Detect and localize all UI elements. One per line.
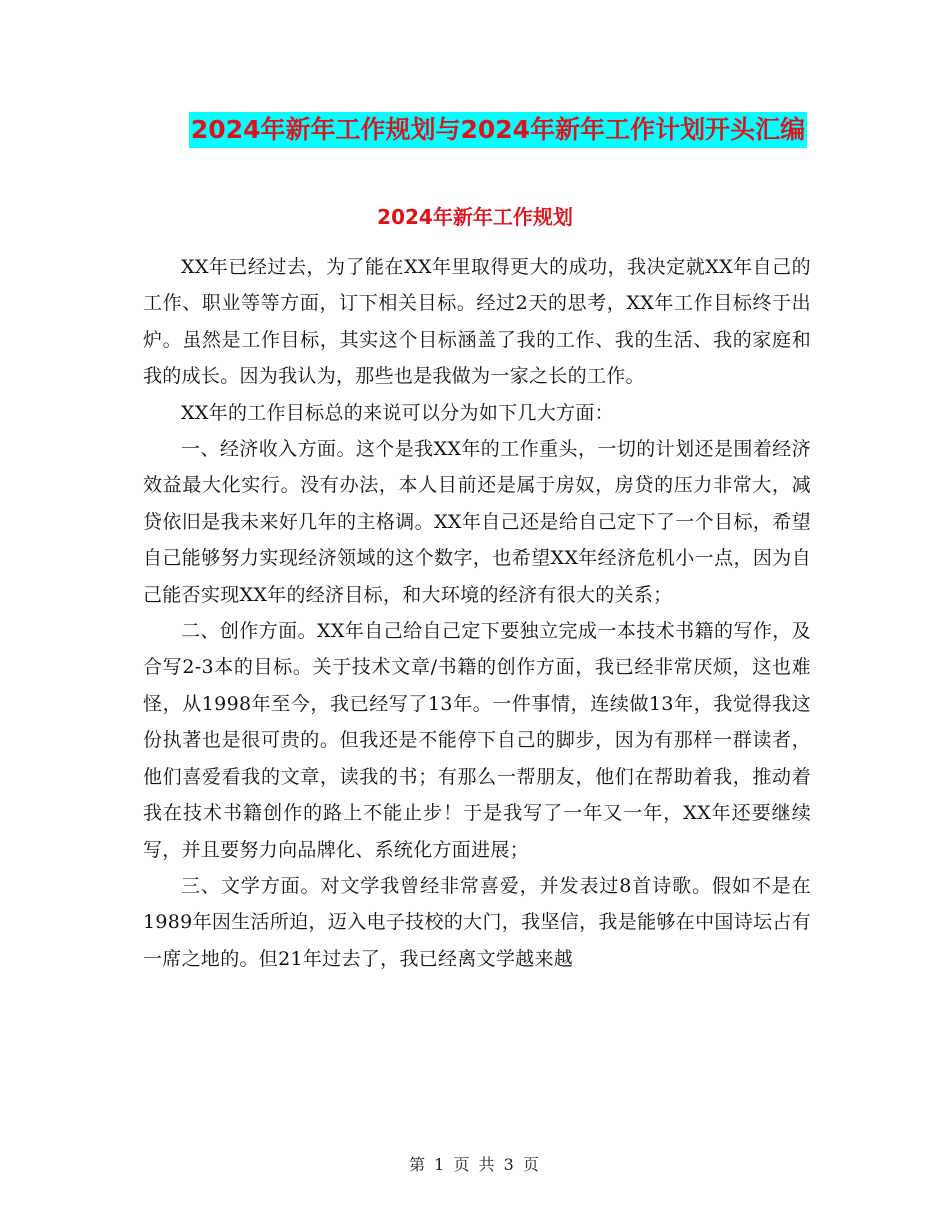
page-footer: 第 1 页 共 3 页	[409, 1155, 541, 1174]
document-title-wrap	[0, 112, 950, 148]
paragraph: 一、经济收入方面。这个是我XX年的工作重头，一切的计划还是围着经济效益最大化实行。没有办法，本人目前还是属于房奴，房贷的压力非常大，减贷依旧是我未来好几年的主格调。XX年自己还是给自己定下了一个目标，希望自己能够努力实现经济领域的这个数字，也希望XX年经济危机小一点，因为自己能否实现XX年的经济目标，和大环境的经济有很大的关系；	[143, 438, 811, 606]
document-title: 2024年新年工作规划与2024年新年工作计划开头汇编	[189, 112, 807, 148]
document-body	[143, 249, 811, 977]
paragraph: 三、文学方面。对文学我曾经非常喜爱，并发表过8首诗歌。假如不是在1989年因生活所迫，迈入电子技校的大门，我坚信，我是能够在中国诗坛占有一席之地的。但21年过去了，我已经离文学越来越	[143, 874, 811, 970]
section-title: 2024年新年工作规划	[377, 205, 573, 229]
paragraph: XX年的工作目标总的来说可以分为如下几大方面：	[181, 401, 614, 424]
paragraph: XX年已经过去，为了能在XX年里取得更大的成功，我决定就XX年自己的工作、职业等等方面，订下相关目标。经过2天的思考，XX年工作目标终于出炉。虽然是工作目标，其实这个目标涵盖了我的工作、我的生活、我的家庭和我的成长。因为我认为，那些也是我做为一家之长的工作。	[143, 256, 811, 388]
paragraph: 二、创作方面。XX年自己给自己定下要独立完成一本技术书籍的写作，及合写2-3本的目标。关于技术文章/书籍的创作方面，我已经非常厌烦，这也难怪，从1998年至今，我已经写了13年。一件事情，连续做13年，我觉得我这份执著也是很可贵的。但我还是不能停下自己的脚步，因为有那样一群读者，他们喜爱看我的文章，读我的书；有那么一帮朋友，他们在帮助着我，推动着我在技术书籍创作的路上不能止步！于是我写了一年又一年，XX年还要继续写，并且要努力向品牌化、系统化方面进展；	[143, 620, 811, 861]
